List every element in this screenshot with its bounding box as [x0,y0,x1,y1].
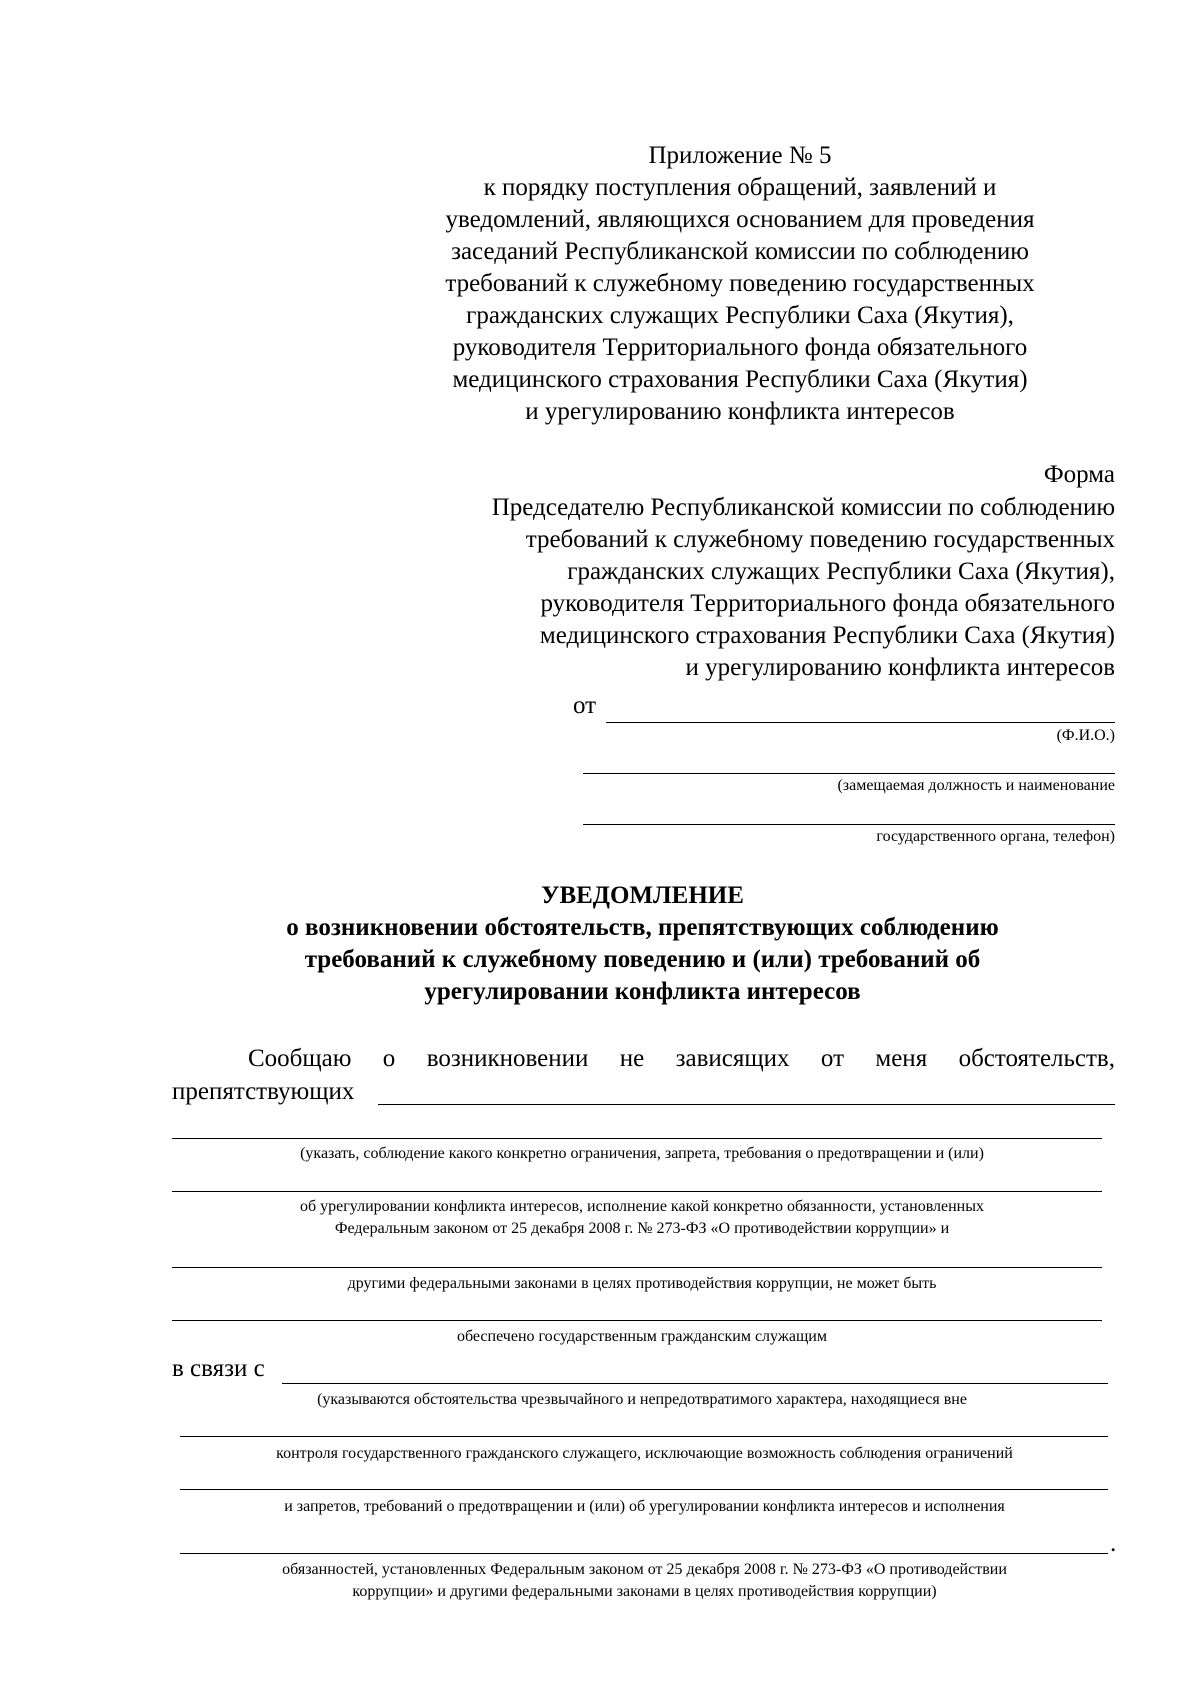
restriction-field-line[interactable] [172,1320,1102,1321]
agency-field-line[interactable] [583,824,1115,825]
notice-subtitle-line: требований к служебному поведению и (или) требований об [304,946,981,973]
fio-caption: (Ф.И.О.) [1056,727,1115,744]
appendix-line: и урегулированию конфликта интересов [525,398,955,425]
position-caption: (замещаемая должность и наименование [837,777,1115,794]
field-caption: об урегулировании конфликта интересов, исполнение какой конкретно обязанности, установленных [299,1198,984,1215]
appendix-line: руководителя Территориального фонда обязательного [452,334,1028,361]
restriction-field-line[interactable] [172,1191,1102,1192]
obstacles-field-line[interactable] [378,1104,1115,1105]
final-period: . [1110,1530,1117,1557]
field-caption: Федеральным законом от 25 декабря 2008 г. № 273-ФЗ «О противодействии коррупции» и [334,1220,950,1237]
appendix-line: к порядку поступления обращений, заявлений и [483,174,997,201]
addressee-line: требований к служебному поведению государственных [525,526,1115,553]
from-label: от [573,692,597,719]
addressee-line: и урегулированию конфликта интересов [685,654,1115,681]
addressee-block [380,492,1115,684]
addressee-line: медицинского страхования Республики Саха (Якутия) [539,622,1115,649]
form-label: Форма [1043,461,1115,488]
field-caption: (указать, соблюдение какого конкретно ограничения, запрета, требования о предотвращении и (или) [300,1145,984,1162]
field-caption: коррупции» и другими федеральными законами в целях противодействия коррупции) [352,1583,937,1600]
appendix-header [400,140,1080,428]
appendix-line: Приложение № 5 [648,142,832,169]
field-caption: и запретов, требований о предотвращении и (или) об урегулировании конфликта интересов и исполнения [284,1498,1005,1515]
body-text-continuation: препятствующих [172,1078,355,1105]
notice-title [170,880,1115,1008]
field-caption: обеспечено государственным гражданским служащим [457,1328,827,1345]
circumstances-field-line[interactable] [180,1436,1108,1437]
addressee-line: руководителя Территориального фонда обязательного [540,590,1115,617]
addressee-line: Председателю Республиканской комиссии по соблюдению [491,494,1115,521]
appendix-line: гражданских служащих Республики Саха (Якутия), [466,302,1014,329]
in-connection-label: в связи с [172,1355,265,1382]
field-caption: (указываются обстоятельства чрезвычайного и непредотвратимого характера, находящиеся вне [317,1391,967,1408]
body-text: Сообщаю о возникновении не зависящих от меня обстоятельств, [248,1045,1115,1072]
circumstances-field-line[interactable] [180,1553,1108,1554]
restriction-field-line[interactable] [172,1138,1102,1139]
position-field-line[interactable] [583,773,1115,774]
appendix-line: уведомлений, являющихся основанием для проведения [445,206,1035,233]
notice-subtitle-line: о возникновении обстоятельств, препятствующих соблюдению [286,914,999,941]
field-caption: обязанностей, установленных Федеральным законом от 25 декабря 2008 г. № 273-ФЗ «О противодействии [282,1561,1007,1578]
addressee-line: гражданских служащих Республики Саха (Якутия), [567,558,1115,585]
restriction-field-line[interactable] [172,1267,1102,1268]
circumstances-field-line[interactable] [180,1489,1108,1490]
circumstances-field-line[interactable] [282,1383,1108,1384]
fio-field-line[interactable] [606,722,1115,723]
field-caption: другими федеральными законами в целях противодействия коррупции, не может быть [347,1275,937,1292]
appendix-line: требований к служебному поведению государственных [445,270,1035,297]
notice-heading: УВЕДОМЛЕНИЕ [541,882,744,909]
appendix-line: заседаний Республиканской комиссии по соблюдению [451,238,1029,265]
field-caption: контроля государственного гражданского служащего, исключающие возможность соблюдения ограничений [276,1445,1013,1462]
notice-subtitle-line: урегулировании конфликта интересов [424,978,861,1005]
agency-caption: государственного органа, телефон) [876,828,1115,845]
appendix-line: медицинского страхования Республики Саха (Якутия) [452,366,1028,393]
